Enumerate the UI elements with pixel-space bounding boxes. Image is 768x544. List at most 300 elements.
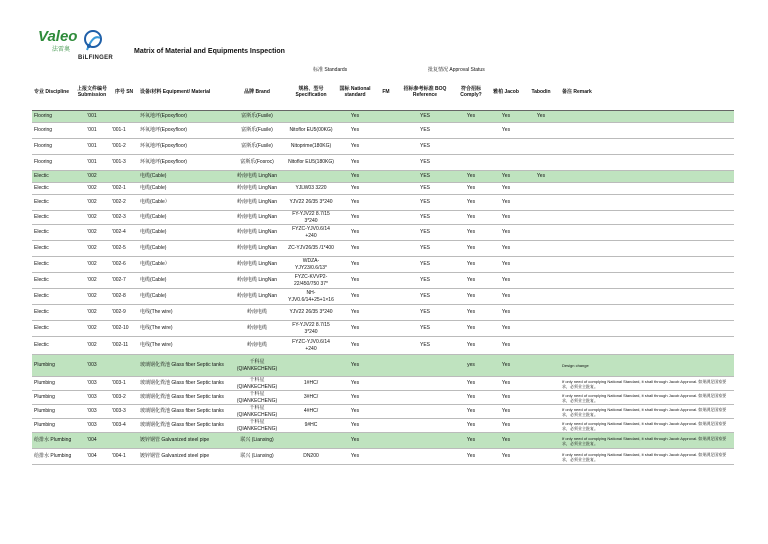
cell-submission: '002 <box>74 273 110 289</box>
document-title: Matrix of Material and Equipments Inspection <box>134 48 285 55</box>
cell-specification <box>286 433 336 449</box>
cell-boq-reference: YES <box>398 321 452 337</box>
cell-brand: 千科星 (QIANKECHENG) <box>228 391 286 405</box>
group-row <box>32 111 734 123</box>
cell-remark <box>560 321 734 337</box>
cell-tabodin <box>522 337 560 355</box>
cell-sn: '001-3 <box>110 155 138 171</box>
cell-brand: 岭南电缆 LingNan <box>228 195 286 211</box>
cell-discipline: Electic <box>32 257 74 273</box>
cell-national-standard: Yes <box>336 241 374 257</box>
cell-equipment: 环氧地坪(Epoxyfloor) <box>138 111 228 123</box>
cell-brand: 岭南电缆 <box>228 321 286 337</box>
cell-discipline: 给排水 Plumbing <box>32 449 74 465</box>
cell-jacob: Yes <box>490 111 522 123</box>
cell-comply: Yes <box>452 449 490 465</box>
cell-brand: 岭南电缆 LingNan <box>228 257 286 273</box>
cell-sn: '002-2 <box>110 195 138 211</box>
cell-remark: If only need of complying National Standard, it shall through Jacob Approval. 如果满足国家要求，必须业主批复。 <box>560 419 734 433</box>
cell-remark <box>560 337 734 355</box>
cell-boq-reference: YES <box>398 139 452 155</box>
cell-sn: '002-5 <box>110 241 138 257</box>
cell-tabodin <box>522 183 560 195</box>
cell-tabodin <box>522 241 560 257</box>
cell-national-standard: Yes <box>336 305 374 321</box>
cell-jacob: Yes <box>490 195 522 211</box>
header-comply: 符合招标 Comply? <box>452 74 490 111</box>
cell-jacob: Yes <box>490 355 522 377</box>
cell-national-standard: Yes <box>336 211 374 225</box>
cell-boq-reference: YES <box>398 305 452 321</box>
cell-equipment: 环氧地坪(Epoxyfloor) <box>138 123 228 139</box>
cell-comply: Yes <box>452 211 490 225</box>
cell-brand: 岭南电缆 <box>228 337 286 355</box>
table-row <box>32 391 734 405</box>
cell-tabodin <box>522 257 560 273</box>
cell-boq-reference: YES <box>398 171 452 183</box>
cell-submission: '003 <box>74 419 110 433</box>
cell-sn: '002-1 <box>110 183 138 195</box>
cell-tabodin <box>522 305 560 321</box>
group-row <box>32 355 734 377</box>
cell-boq-reference: YES <box>398 195 452 211</box>
header-sn: 序号 SN <box>110 74 138 111</box>
cell-tabodin <box>522 355 560 377</box>
cell-discipline: Electic <box>32 225 74 241</box>
cell-remark <box>560 123 734 139</box>
cell-submission: '002 <box>74 211 110 225</box>
cell-sn: '002-7 <box>110 273 138 289</box>
cell-fm <box>374 449 398 465</box>
cell-boq-reference: YES <box>398 111 452 123</box>
cell-national-standard: Yes <box>336 155 374 171</box>
cell-brand: 岭南电缆 LingNan <box>228 183 286 195</box>
cell-equipment: 电缆(Cable) <box>138 289 228 305</box>
cell-specification: Nitoprime(180KG) <box>286 139 336 155</box>
table-row <box>32 305 734 321</box>
cell-equipment: 电缆(Cable) <box>138 183 228 195</box>
cell-fm <box>374 405 398 419</box>
cell-tabodin <box>522 211 560 225</box>
cell-national-standard: Yes <box>336 405 374 419</box>
header-tabodin: Tabodin <box>522 74 560 111</box>
cell-remark: If only need of complying National Standard, it shall through Jacob Approval. 如果满足国家要求，必须业主批复。 <box>560 405 734 419</box>
bilfinger-logo-icon <box>82 30 104 54</box>
cell-equipment: 电线(The wire) <box>138 337 228 355</box>
cell-sn: '002-8 <box>110 289 138 305</box>
cell-boq-reference: YES <box>398 155 452 171</box>
cell-fm <box>374 273 398 289</box>
cell-specification: FYZC-KVVP2-22/450/750 37* <box>286 273 336 289</box>
cell-discipline: Electic <box>32 289 74 305</box>
cell-jacob: Yes <box>490 183 522 195</box>
table-row <box>32 183 734 195</box>
cell-boq-reference: YES <box>398 225 452 241</box>
cell-equipment: 电缆(Cable） <box>138 195 228 211</box>
cell-jacob: Yes <box>490 449 522 465</box>
cell-national-standard: Yes <box>336 289 374 305</box>
bilfinger-logo-text: BiLFINGER <box>78 55 114 61</box>
cell-tabodin <box>522 449 560 465</box>
table-row <box>32 155 734 171</box>
table-body <box>32 111 734 465</box>
cell-sn: '003-2 <box>110 391 138 405</box>
cell-discipline: Electic <box>32 241 74 257</box>
cell-boq-reference: YES <box>398 183 452 195</box>
cell-fm <box>374 183 398 195</box>
cell-comply: Yes <box>452 183 490 195</box>
cell-equipment: 电缆(Cable) <box>138 211 228 225</box>
cell-fm <box>374 211 398 225</box>
cell-specification: NH-YJV0.6/14+25+1×16 <box>286 289 336 305</box>
cell-boq-reference: YES <box>398 289 452 305</box>
cell-equipment: 电缆(Cable) <box>138 241 228 257</box>
cell-national-standard: Yes <box>336 257 374 273</box>
cell-tabodin <box>522 273 560 289</box>
cell-tabodin <box>522 321 560 337</box>
cell-comply: Yes <box>452 377 490 391</box>
table-row <box>32 405 734 419</box>
cell-fm <box>374 419 398 433</box>
cell-national-standard: Yes <box>336 433 374 449</box>
cell-equipment: 玻璃钢化粪池 Glass fiber Septic tanks <box>138 405 228 419</box>
cell-brand: 岭南电缆 LingNan <box>228 289 286 305</box>
header-national-standard: 国标 National standard <box>336 74 374 111</box>
cell-submission: '004 <box>74 433 110 449</box>
cell-jacob: Yes <box>490 419 522 433</box>
cell-tabodin: Yes <box>522 171 560 183</box>
cell-discipline: Flooring <box>32 155 74 171</box>
cell-boq-reference <box>398 419 452 433</box>
cell-sn: '002-10 <box>110 321 138 337</box>
cell-remark <box>560 273 734 289</box>
cell-discipline: Flooring <box>32 111 74 123</box>
cell-comply: Yes <box>452 225 490 241</box>
cell-submission: '001 <box>74 111 110 123</box>
cell-comply: Yes <box>452 419 490 433</box>
cell-fm <box>374 171 398 183</box>
cell-equipment: 电线(The wire) <box>138 321 228 337</box>
cell-submission: '002 <box>74 321 110 337</box>
cell-remark <box>560 241 734 257</box>
cell-jacob: Yes <box>490 433 522 449</box>
cell-equipment: 电缆(Cable) <box>138 171 228 183</box>
cell-submission: '004 <box>74 449 110 465</box>
cell-jacob: Yes <box>490 305 522 321</box>
table-row <box>32 273 734 289</box>
table-row <box>32 419 734 433</box>
cell-equipment: 环氧地坪(Epoxyfloor) <box>138 155 228 171</box>
inspection-matrix-table <box>32 74 734 465</box>
cell-sn: '002-6 <box>110 257 138 273</box>
cell-tabodin <box>522 155 560 171</box>
cell-submission: '001 <box>74 123 110 139</box>
cell-tabodin <box>522 195 560 211</box>
cell-fm <box>374 241 398 257</box>
cell-brand: 岭南电缆 LingNan <box>228 273 286 289</box>
cell-fm <box>374 377 398 391</box>
cell-comply: Yes <box>452 195 490 211</box>
cell-sn: '003-4 <box>110 419 138 433</box>
cell-jacob <box>490 155 522 171</box>
cell-discipline: Flooring <box>32 139 74 155</box>
cell-submission: '001 <box>74 139 110 155</box>
cell-specification: 1#HC/ <box>286 377 336 391</box>
cell-tabodin: Yes <box>522 111 560 123</box>
cell-sn: '004-1 <box>110 449 138 465</box>
cell-fm <box>374 111 398 123</box>
header-equipment: 设备/材料 Equipment/ Material <box>138 74 228 111</box>
cell-remark <box>560 257 734 273</box>
cell-brand: 千科星 (QIANKECHENG) <box>228 419 286 433</box>
cell-comply: Yes <box>452 433 490 449</box>
cell-fm <box>374 257 398 273</box>
cell-submission: '002 <box>74 195 110 211</box>
table-row <box>32 139 734 155</box>
table-row <box>32 241 734 257</box>
cell-discipline: Flooring <box>32 123 74 139</box>
table-row <box>32 257 734 273</box>
cell-national-standard: Yes <box>336 195 374 211</box>
cell-brand: 岭南电缆 LingNan <box>228 211 286 225</box>
cell-equipment: 环氧地坪(Epoxyfloor) <box>138 139 228 155</box>
cell-fm <box>374 305 398 321</box>
cell-brand: 岭南电缆 LingNan <box>228 171 286 183</box>
cell-remark <box>560 139 734 155</box>
cell-fm <box>374 321 398 337</box>
cell-discipline: Electic <box>32 337 74 355</box>
cell-discipline: Plumbing <box>32 405 74 419</box>
cell-national-standard: Yes <box>336 139 374 155</box>
cell-fm <box>374 225 398 241</box>
header-remark: 备注 Remark <box>560 74 734 111</box>
cell-national-standard: Yes <box>336 123 374 139</box>
valeo-logo-subtitle: 法雷奥 <box>52 47 71 53</box>
table-row <box>32 377 734 391</box>
cell-jacob: Yes <box>490 321 522 337</box>
cell-specification: WDZA-YJY23/0.6/13* <box>286 257 336 273</box>
cell-remark <box>560 289 734 305</box>
cell-tabodin <box>522 433 560 449</box>
cell-boq-reference: YES <box>398 273 452 289</box>
cell-sn <box>110 171 138 183</box>
cell-equipment: 玻璃钢化粪池 Glass fiber Septic tanks <box>138 377 228 391</box>
cell-equipment: 电线(The wire) <box>138 305 228 321</box>
cell-brand: 岭南电缆 LingNan <box>228 225 286 241</box>
cell-tabodin <box>522 289 560 305</box>
cell-specification: FYZC-YJV0.6/14 +240 <box>286 225 336 241</box>
cell-jacob: Yes <box>490 171 522 183</box>
cell-sn <box>110 111 138 123</box>
cell-specification: YJV22 26/35 3*240 <box>286 305 336 321</box>
cell-fm <box>374 355 398 377</box>
standards-label: 标准 Standards <box>313 67 348 73</box>
cell-national-standard: Yes <box>336 377 374 391</box>
cell-jacob: Yes <box>490 289 522 305</box>
cell-jacob: Yes <box>490 377 522 391</box>
cell-discipline: 给排水 Plumbing <box>32 433 74 449</box>
table-row <box>32 225 734 241</box>
cell-boq-reference <box>398 355 452 377</box>
cell-submission: '002 <box>74 183 110 195</box>
cell-submission: '002 <box>74 241 110 257</box>
cell-comply: Yes <box>452 257 490 273</box>
cell-boq-reference: YES <box>398 241 452 257</box>
cell-remark <box>560 183 734 195</box>
cell-jacob: Yes <box>490 123 522 139</box>
cell-remark: If only need of complying National Standard, it shall through Jacob Approval. 如果满足国家要求，必须业主批复。 <box>560 377 734 391</box>
cell-tabodin <box>522 419 560 433</box>
header-discipline: 专业 Discipline <box>32 74 74 111</box>
cell-jacob: Yes <box>490 405 522 419</box>
cell-submission: '002 <box>74 337 110 355</box>
cell-boq-reference <box>398 391 452 405</box>
cell-specification: 3#HC/ <box>286 391 336 405</box>
cell-national-standard: Yes <box>336 225 374 241</box>
cell-comply: Yes <box>452 391 490 405</box>
cell-remark: If only need of complying National Standard, it shall through Jacob Approval. 如果满足国家要求，必须业主批复。 <box>560 391 734 405</box>
cell-remark: If only need of complying National Standard, it shall through Jacob Approval. 如果满足国家要求，必须业主批复。 <box>560 433 734 449</box>
cell-remark <box>560 305 734 321</box>
cell-specification: FYZC-YJV0.6/14 +240 <box>286 337 336 355</box>
cell-jacob: Yes <box>490 211 522 225</box>
cell-comply: Yes <box>452 289 490 305</box>
cell-equipment: 镀锌钢管 Galvanized steel pipe <box>138 433 228 449</box>
cell-national-standard: Yes <box>336 419 374 433</box>
cell-fm <box>374 289 398 305</box>
cell-fm <box>374 155 398 171</box>
cell-fm <box>374 195 398 211</box>
cell-sn: '002-9 <box>110 305 138 321</box>
table-row <box>32 449 734 465</box>
cell-submission: '001 <box>74 155 110 171</box>
cell-specification: Nitoflor EU5(00KG) <box>286 123 336 139</box>
cell-national-standard: Yes <box>336 171 374 183</box>
cell-fm <box>374 337 398 355</box>
cell-sn: '002-4 <box>110 225 138 241</box>
cell-comply <box>452 155 490 171</box>
cell-fm <box>374 139 398 155</box>
cell-remark <box>560 195 734 211</box>
group-row <box>32 433 734 449</box>
cell-jacob: Yes <box>490 241 522 257</box>
cell-submission: '003 <box>74 391 110 405</box>
cell-sn: '003-3 <box>110 405 138 419</box>
header-brand: 品牌 Brand <box>228 74 286 111</box>
cell-remark <box>560 211 734 225</box>
cell-specification: 4#HC/ <box>286 405 336 419</box>
cell-specification: Nitoflor EU5(180KG) <box>286 155 336 171</box>
cell-boq-reference: YES <box>398 123 452 139</box>
cell-remark <box>560 155 734 171</box>
group-row <box>32 171 734 183</box>
cell-comply: Yes <box>452 305 490 321</box>
cell-submission: '003 <box>74 377 110 391</box>
header-fm: FM <box>374 74 398 111</box>
cell-specification: FY-YJV22 8.7/15 3*240 <box>286 211 336 225</box>
cell-submission: '002 <box>74 305 110 321</box>
cell-remark: If only need of complying National Standard, it shall through Jacob Approval. 如果满足国家要求，必须业主批复。 <box>560 449 734 465</box>
cell-brand: 富斯乐(Fusile) <box>228 139 286 155</box>
cell-submission: '003 <box>74 355 110 377</box>
cell-equipment: 玻璃钢化粪池 Glass fiber Septic tanks <box>138 391 228 405</box>
cell-discipline: Plumbing <box>32 355 74 377</box>
cell-equipment: 电缆(Cable） <box>138 257 228 273</box>
cell-specification: DN200 <box>286 449 336 465</box>
cell-sn: '001-2 <box>110 139 138 155</box>
cell-jacob <box>490 139 522 155</box>
cell-discipline: Electic <box>32 273 74 289</box>
cell-comply: Yes <box>452 111 490 123</box>
cell-brand: 千科星 (QIANKECHENG) <box>228 355 286 377</box>
table-row <box>32 337 734 355</box>
cell-tabodin <box>522 377 560 391</box>
cell-sn: '001-1 <box>110 123 138 139</box>
cell-comply <box>452 139 490 155</box>
cell-sn <box>110 433 138 449</box>
cell-brand: 千科星 (QIANKECHENG) <box>228 377 286 391</box>
cell-equipment: 电缆(Cable) <box>138 225 228 241</box>
cell-specification: YJLW03 3220 <box>286 183 336 195</box>
cell-sn: '003-1 <box>110 377 138 391</box>
cell-tabodin <box>522 139 560 155</box>
cell-national-standard: Yes <box>336 337 374 355</box>
header-row <box>32 74 734 111</box>
cell-boq-reference <box>398 449 452 465</box>
table-row <box>32 289 734 305</box>
cell-specification: 9#HC <box>286 419 336 433</box>
cell-discipline: Electic <box>32 171 74 183</box>
cell-specification: YJV22 26/35 3*240 <box>286 195 336 211</box>
cell-comply <box>452 123 490 139</box>
cell-comply: Yes <box>452 171 490 183</box>
cell-boq-reference: YES <box>398 211 452 225</box>
cell-sn: '002-3 <box>110 211 138 225</box>
cell-discipline: Electic <box>32 305 74 321</box>
cell-national-standard: Yes <box>336 355 374 377</box>
cell-brand: 千科星 (QIANKECHENG) <box>228 405 286 419</box>
cell-tabodin <box>522 225 560 241</box>
cell-brand: 岭南电缆 <box>228 305 286 321</box>
cell-national-standard: Yes <box>336 449 374 465</box>
cell-brand: 富斯乐(Fusile) <box>228 111 286 123</box>
table-row <box>32 123 734 139</box>
cell-fm <box>374 391 398 405</box>
table-row <box>32 195 734 211</box>
cell-boq-reference <box>398 377 452 391</box>
cell-discipline: Electic <box>32 321 74 337</box>
cell-sn: '002-11 <box>110 337 138 355</box>
cell-equipment: 玻璃钢化粪池 Glass fiber Septic tanks <box>138 419 228 433</box>
cell-boq-reference: YES <box>398 257 452 273</box>
cell-submission: '002 <box>74 225 110 241</box>
cell-remark <box>560 111 734 123</box>
cell-specification <box>286 355 336 377</box>
cell-boq-reference: YES <box>398 337 452 355</box>
cell-brand: 富斯乐(Fusile) <box>228 123 286 139</box>
cell-brand: 富斯乐(Fosroc) <box>228 155 286 171</box>
approval-status-label: 批复情况 Approval Status <box>428 67 485 73</box>
cell-national-standard: Yes <box>336 321 374 337</box>
cell-tabodin <box>522 123 560 139</box>
table-row <box>32 211 734 225</box>
cell-submission: '002 <box>74 257 110 273</box>
header-boq-reference: 招标参考标准 BOQ Reference <box>398 74 452 111</box>
cell-brand: 岭南电缆 LingNan <box>228 241 286 257</box>
cell-boq-reference <box>398 433 452 449</box>
cell-discipline: Plumbing <box>32 377 74 391</box>
header-jacob: 雅柏 Jacob <box>490 74 522 111</box>
